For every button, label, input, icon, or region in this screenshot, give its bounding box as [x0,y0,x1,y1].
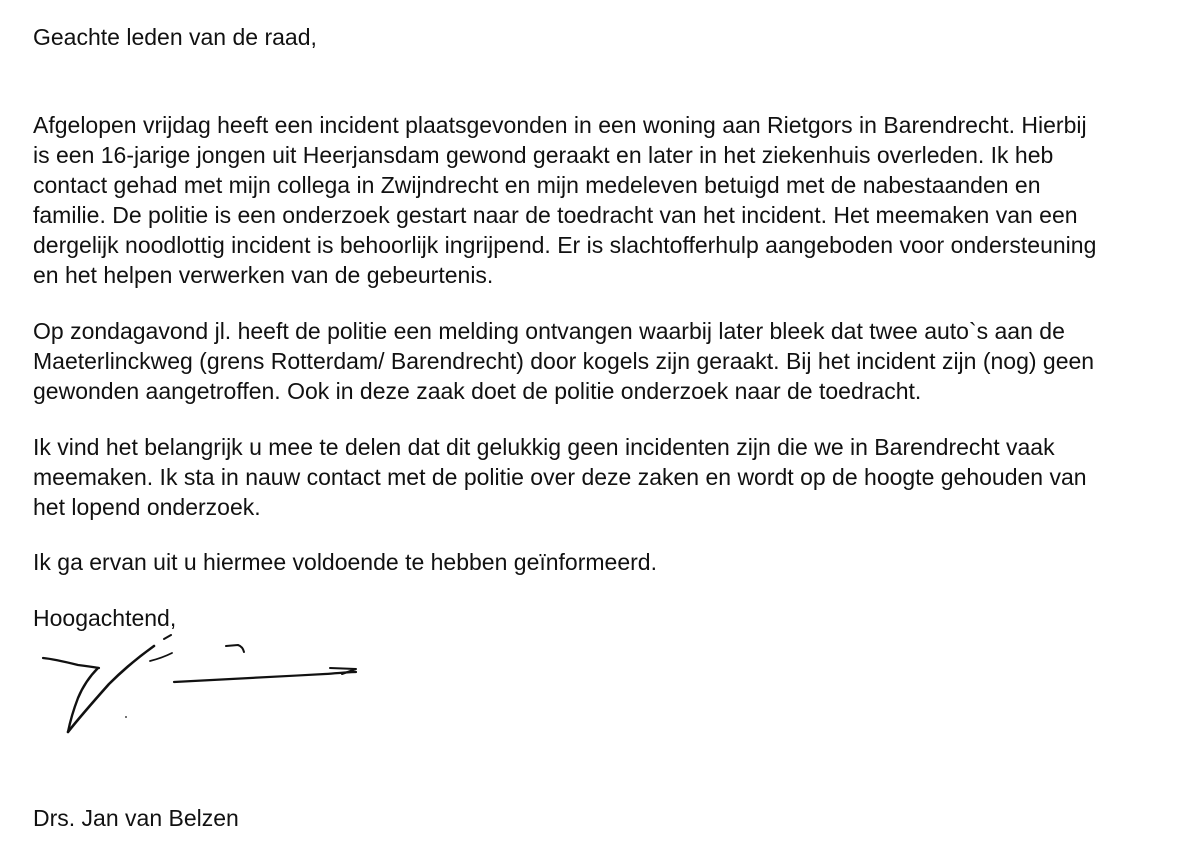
handwritten-signature-icon [40,632,370,742]
paragraph-line: Afgelopen vrijdag heeft een incident plaatsgevonden in een woning aan Rietgors in Barendrecht. Hierbij [33,112,1087,138]
paragraph-line: contact gehad met mijn collega in Zwijndrecht en mijn medeleven betuigd met de nabestaanden en [33,172,1041,198]
paragraph-line: Maeterlinckweg (grens Rotterdam/ Barendrecht) door kogels zijn geraakt. Bij het incident zijn (nog) geen [33,348,1095,374]
paragraph-line: familie. De politie is een onderzoek gestart naar de toedracht van het incident. Het meemaken van een [33,202,1078,228]
paragraph-line: het lopend onderzoek. [33,494,261,520]
paragraph-line: Op zondagavond jl. heeft de politie een melding ontvangen waarbij later bleek dat twee auto`s aan de [33,318,1065,344]
signatory-name: Drs. Jan van Belzen [33,805,239,831]
closing: Hoogachtend, [33,605,177,631]
paragraph-line: meemaken. Ik sta in nauw contact met de politie over deze zaken en wordt op de hoogte gehouden van [33,464,1087,490]
paragraph-informed: Ik ga ervan uit u hiermee voldoende te hebben geïnformeerd. [33,549,657,575]
paragraph-line: dergelijk noodlottig incident is behoorlijk ingrijpend. Er is slachtofferhulp aangeboden voor ondersteuning [33,232,1097,258]
salutation: Geachte leden van de raad, [33,24,317,50]
paragraph-line: gewonden aangetroffen. Ook in deze zaak doet de politie onderzoek naar de toedracht. [33,378,922,404]
paragraph-line: en het helpen verwerken van de gebeurtenis. [33,262,494,288]
paragraph-line: Ik vind het belangrijk u mee te delen dat dit gelukkig geen incidenten zijn die we in Barendrecht vaak [33,434,1055,460]
paragraph-line: is een 16-jarige jongen uit Heerjansdam gewond geraakt en later in het ziekenhuis overleden. Ik heb [33,142,1054,168]
